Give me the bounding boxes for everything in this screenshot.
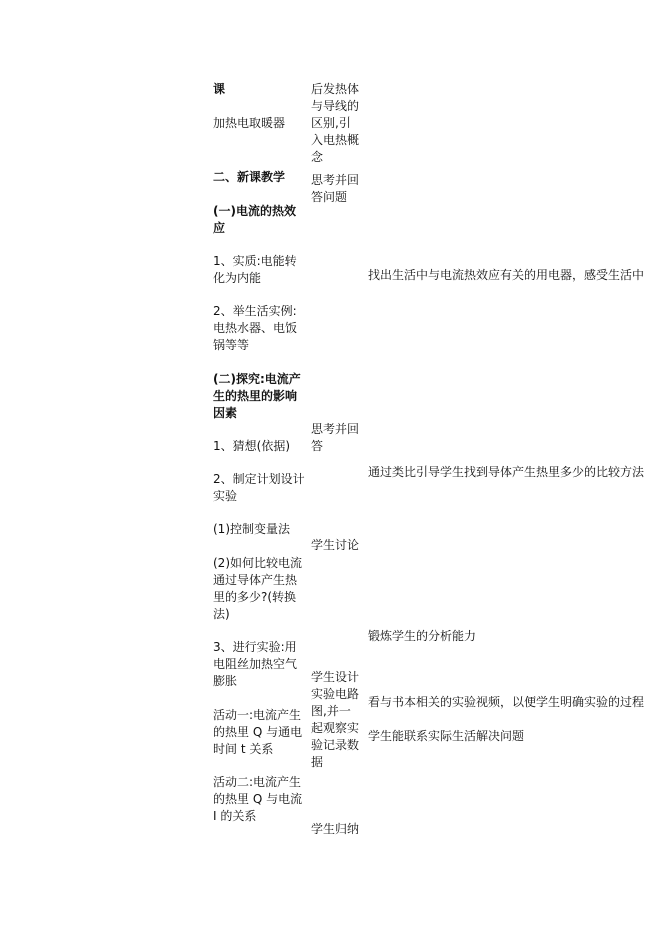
col3-block-2 (368, 628, 476, 645)
text-line: 据 (311, 755, 324, 769)
text-line: 活动一:电流产生 (213, 708, 302, 722)
text-line: 因素 (213, 406, 238, 420)
text-line: 实验 (213, 489, 238, 503)
text-line: 活动二:电流产生 (213, 775, 302, 789)
col3-block-1 (368, 464, 644, 481)
col2-block-5 (311, 821, 365, 838)
col1-block-7 (213, 438, 309, 455)
text-line: (二)探究:电流产 (213, 372, 301, 386)
text-line: 通过类比引导学生找到导体产生热里多少的比较方法 (368, 465, 645, 479)
col2-block-3 (311, 537, 365, 554)
text-line: 2、举生活实例: (213, 304, 297, 318)
text-line: (一)电流的热效 (213, 204, 296, 218)
text-line: (2)如何比较电流 (213, 556, 302, 570)
text-line: 膨胀 (213, 674, 238, 688)
col1-block-10 (213, 555, 309, 623)
col2-block-1 (311, 172, 365, 206)
text-line: 区别,引 (311, 116, 351, 130)
text-line: 找出生活中与电流热效应有关的用电器，感受生活中 (368, 268, 645, 282)
col1-block-4 (213, 253, 309, 287)
text-line: 念 (311, 150, 324, 164)
col1-block-12 (213, 707, 309, 758)
col1-block-5 (213, 303, 309, 354)
col3-block-0 (368, 267, 644, 284)
col1-block-0 (213, 81, 309, 98)
text-line: 化为内能 (213, 271, 262, 285)
text-line: 锅等等 (213, 338, 250, 352)
col2-block-0 (311, 81, 365, 166)
text-line: 学生设计 (311, 670, 360, 684)
text-line: (1)控制变量法 (213, 522, 290, 536)
col1-block-13 (213, 774, 309, 825)
text-line: 实验电路 (311, 687, 360, 701)
text-line: 后发热体 (311, 82, 360, 96)
text-line: 学生能联系实际生活解决问题 (368, 729, 525, 743)
col1-block-1 (213, 115, 309, 132)
col1-block-8 (213, 471, 309, 505)
text-line: 答 (311, 439, 324, 453)
text-line: 看与书本相关的实验视频，以便学生明确实验的过程 (368, 695, 645, 709)
text-line: 课 (213, 82, 226, 96)
text-line: I 的关系 (213, 809, 257, 823)
text-line: 通过导体产生热 (213, 573, 298, 587)
text-line: 锻炼学生的分析能力 (368, 629, 477, 643)
text-line: 验记录数 (311, 738, 360, 752)
col2-block-4 (311, 669, 365, 771)
col3-block-4 (368, 728, 524, 745)
text-line: 的热里 Q 与电流 (213, 792, 303, 806)
text-line: 电阻丝加热空气 (213, 657, 298, 671)
col2-block-2 (311, 421, 365, 455)
text-line: 思考并回 (311, 422, 360, 436)
col1-block-11 (213, 639, 309, 690)
text-line: 时间 t 关系 (213, 742, 274, 756)
text-line: 1、实质:电能转 (213, 254, 297, 268)
text-line: 里的多少?(转换 (213, 590, 297, 604)
text-line: 加热电取暖器 (213, 116, 286, 130)
text-line: 答问题 (311, 190, 348, 204)
text-line: 起观察实 (311, 721, 360, 735)
text-line: 电热水器、电饭 (213, 321, 298, 335)
text-line: 学生讨论 (311, 538, 360, 552)
text-line: 3、进行实验:用 (213, 640, 297, 654)
text-line: 思考并回 (311, 173, 360, 187)
text-line: 2、制定计划设计 (213, 472, 305, 486)
col1-block-3 (213, 203, 309, 237)
text-line: 二、新课教学 (213, 170, 286, 184)
text-line: 的热里 Q 与通电 (213, 725, 303, 739)
text-line: 1、猜想(依据) (213, 439, 290, 453)
col1-block-2 (213, 169, 309, 186)
text-line: 与导线的 (311, 99, 360, 113)
col1-block-9 (213, 521, 309, 538)
text-line: 应 (213, 221, 226, 235)
text-line: 学生归纳 (311, 822, 360, 836)
col1-block-6 (213, 371, 309, 422)
col3-block-3 (368, 694, 644, 711)
text-line: 图,并一 (311, 704, 351, 718)
text-line: 入电热概 (311, 133, 360, 147)
text-line: 法) (213, 607, 230, 621)
text-line: 生的热里的影响 (213, 389, 298, 403)
